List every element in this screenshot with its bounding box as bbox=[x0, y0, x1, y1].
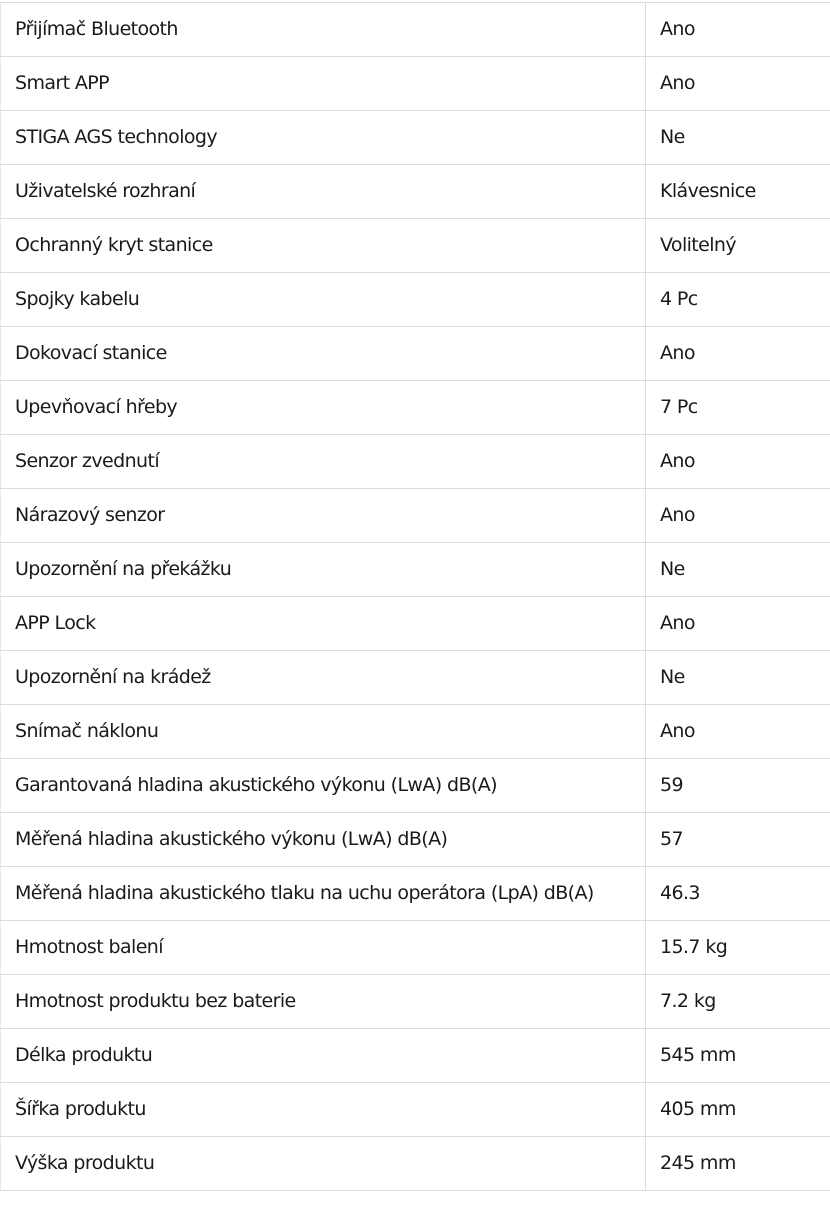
spec-value: 7 Pc bbox=[646, 381, 830, 435]
spec-row-width bbox=[1, 1083, 830, 1137]
spec-row-smart-app bbox=[1, 57, 830, 111]
spec-label: Hmotnost produktu bez baterie bbox=[1, 975, 646, 1029]
spec-label: Měřená hladina akustického tlaku na uchu operátora (LpA) dB(A) bbox=[1, 867, 646, 921]
spec-label: Měřená hladina akustického výkonu (LwA) dB(A) bbox=[1, 813, 646, 867]
spec-row-theft-alert bbox=[1, 651, 830, 705]
spec-value: 4 Pc bbox=[646, 273, 830, 327]
spec-label: Délka produktu bbox=[1, 1029, 646, 1083]
spec-row-length bbox=[1, 1029, 830, 1083]
spec-row-product-weight bbox=[1, 975, 830, 1029]
spec-label: APP Lock bbox=[1, 597, 646, 651]
spec-row-sound-pressure bbox=[1, 867, 830, 921]
spec-label: Výška produktu bbox=[1, 1137, 646, 1191]
spec-row-ags-technology bbox=[1, 111, 830, 165]
spec-value: Ano bbox=[646, 597, 830, 651]
spec-row-height bbox=[1, 1137, 830, 1191]
spec-row-user-interface bbox=[1, 165, 830, 219]
spec-value: 545 mm bbox=[646, 1029, 830, 1083]
spec-value: Ano bbox=[646, 705, 830, 759]
spec-label: Senzor zvednutí bbox=[1, 435, 646, 489]
spec-value: Ano bbox=[646, 3, 830, 57]
spec-value: 405 mm bbox=[646, 1083, 830, 1137]
spec-value: Klávesnice bbox=[646, 165, 830, 219]
spec-row-guaranteed-sound-power bbox=[1, 759, 830, 813]
spec-label: Dokovací stanice bbox=[1, 327, 646, 381]
spec-label: Hmotnost balení bbox=[1, 921, 646, 975]
spec-label: Šířka produktu bbox=[1, 1083, 646, 1137]
spec-label: Upozornění na krádež bbox=[1, 651, 646, 705]
spec-value: 15.7 kg bbox=[646, 921, 830, 975]
spec-label: Garantovaná hladina akustického výkonu (LwA) dB(A) bbox=[1, 759, 646, 813]
spec-row-bump-sensor bbox=[1, 489, 830, 543]
spec-value: Ano bbox=[646, 489, 830, 543]
spec-value: Ne bbox=[646, 543, 830, 597]
spec-row-bluetooth bbox=[1, 3, 830, 57]
spec-row-station-cover bbox=[1, 219, 830, 273]
spec-label: Upevňovací hřeby bbox=[1, 381, 646, 435]
spec-row-measured-sound-power bbox=[1, 813, 830, 867]
specifications-table bbox=[0, 2, 830, 1191]
specifications-body bbox=[1, 3, 830, 1191]
spec-value: 46.3 bbox=[646, 867, 830, 921]
spec-label: Nárazový senzor bbox=[1, 489, 646, 543]
spec-value: 57 bbox=[646, 813, 830, 867]
spec-row-tilt-sensor bbox=[1, 705, 830, 759]
spec-row-cable-connectors bbox=[1, 273, 830, 327]
spec-row-docking-station bbox=[1, 327, 830, 381]
spec-label: Upozornění na překážku bbox=[1, 543, 646, 597]
spec-value: 7.2 kg bbox=[646, 975, 830, 1029]
spec-label: Smart APP bbox=[1, 57, 646, 111]
spec-label: Spojky kabelu bbox=[1, 273, 646, 327]
spec-row-app-lock bbox=[1, 597, 830, 651]
spec-value: Ano bbox=[646, 435, 830, 489]
spec-value: Volitelný bbox=[646, 219, 830, 273]
spec-label: STIGA AGS technology bbox=[1, 111, 646, 165]
spec-label: Snímač náklonu bbox=[1, 705, 646, 759]
spec-value: Ne bbox=[646, 651, 830, 705]
spec-value: Ne bbox=[646, 111, 830, 165]
spec-label: Přijímač Bluetooth bbox=[1, 3, 646, 57]
spec-row-package-weight bbox=[1, 921, 830, 975]
spec-row-pegs bbox=[1, 381, 830, 435]
spec-value: Ano bbox=[646, 57, 830, 111]
spec-value: 245 mm bbox=[646, 1137, 830, 1191]
spec-value: 59 bbox=[646, 759, 830, 813]
spec-row-obstacle-alert bbox=[1, 543, 830, 597]
spec-value: Ano bbox=[646, 327, 830, 381]
spec-label: Uživatelské rozhraní bbox=[1, 165, 646, 219]
spec-row-lift-sensor bbox=[1, 435, 830, 489]
spec-label: Ochranný kryt stanice bbox=[1, 219, 646, 273]
